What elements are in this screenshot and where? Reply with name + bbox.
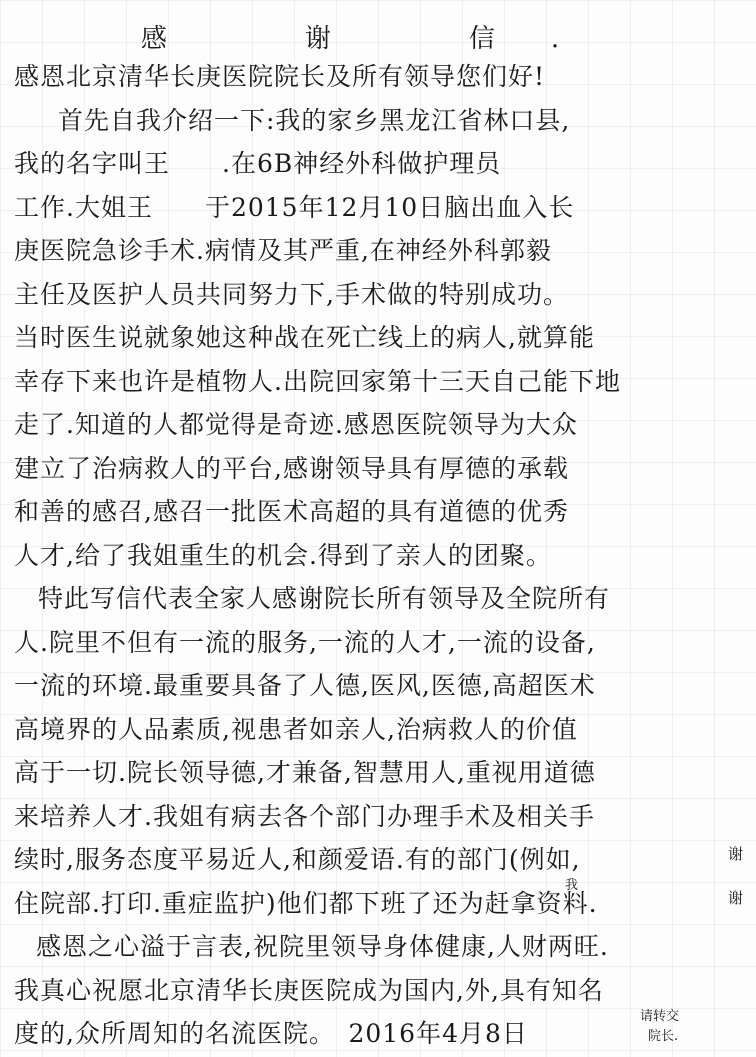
letter-line-12: 特此写信代表全家人感谢院长所有领导及全院所有	[38, 584, 611, 613]
margin-note-bottom: 谢	[728, 889, 744, 907]
letter-line-16: 高于一切.院长领导德,才兼备,智慧用人,重视用道德	[14, 758, 596, 787]
letter-line-11: 人才,给了我姐重生的机会.得到了亲人的团聚。	[14, 541, 552, 570]
letter-line-3: 工作.大姐王 于2015年12月10日脑出血入长	[14, 193, 575, 222]
letter-line-18: 续时,服务态度平易近人,和颜爱语.有的部门(例如,	[14, 845, 581, 874]
letter-greeting: 感恩北京清华长庚医院院长及所有领导您们好!	[14, 62, 546, 91]
letter-line-1: 首先自我介绍一下:我的家乡黑龙江省林口县,	[58, 106, 571, 135]
letter-line-13: 人.院里不但有一流的服务,一流的人才,一流的设备,	[14, 628, 596, 657]
letter-line-21: 我真心祝愿北京清华长庚医院成为国内,外,具有知名	[14, 976, 604, 1005]
letter-line-14: 一流的环境.最重要具备了人德,医风,医德,高超医术	[14, 671, 596, 700]
letter-line-2: 我的名字叫王 .在6B神经外科做护理员	[14, 149, 502, 178]
letter-line-10: 和善的感召,感召一批医术高超的具有道德的优秀	[14, 497, 569, 526]
letter-title: 感 谢 信.	[140, 24, 616, 54]
margin-note-top: 谢	[728, 845, 744, 863]
footer-note-line2: 院长.	[648, 1029, 679, 1044]
letter-line-17: 来培养人才.我姐有病去各个部门办理手术及相关手	[14, 802, 595, 831]
letter-line-5: 主任及医护人员共同努力下,手术做的特别成功。	[14, 280, 569, 309]
letter-line-9: 建立了治病救人的平台,感谢领导具有厚德的承载	[14, 454, 569, 483]
letter-line-22: 度的,众所周知的名流医院。 2016年4月8日	[14, 1019, 528, 1048]
letter-line-6: 当时医生说就象她这种战在死亡线上的病人,就算能	[14, 323, 595, 352]
letter-line-20: 感恩之心溢于言表,祝院里领导身体健康,人财两旺.	[36, 932, 609, 961]
letter-line-7: 幸存下来也许是植物人.出院回家第十三天自己能下地	[14, 367, 621, 396]
letter-line-15: 高境界的人品素质,视患者如亲人,治病救人的价值	[14, 715, 578, 744]
footer-note-line1: 请转交	[640, 1009, 680, 1024]
letter-line-8: 走了.知道的人都觉得是奇迹.感恩医院领导为大众	[14, 410, 578, 439]
insertion-mark: 我	[565, 878, 579, 893]
letter-line-19: 住院部.打印.重症监护)他们都下班了还为赶拿资料.	[14, 889, 598, 918]
letter-line-4: 庚医院急诊手术.病情及其严重,在神经外科郭毅	[14, 236, 552, 265]
